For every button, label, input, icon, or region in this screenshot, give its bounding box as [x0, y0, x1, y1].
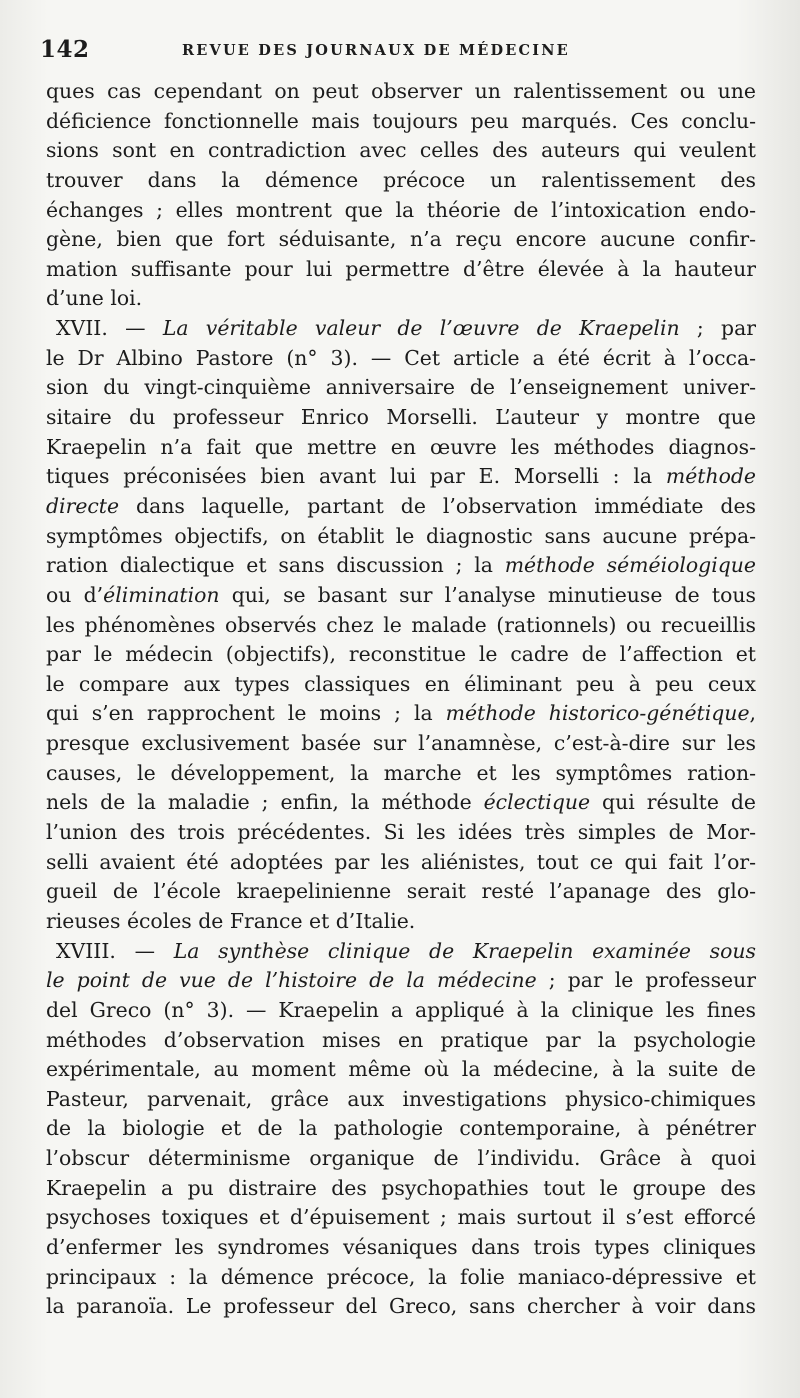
text-line	[46, 877, 756, 907]
text-line	[46, 670, 756, 700]
text-line	[46, 611, 756, 641]
text-segment: presque exclusivement basée sur l’anamnèse, c’est-à-dire sur les	[46, 731, 756, 756]
italic-segment: La synthèse clinique de Kraepelin examinée sous	[173, 938, 756, 963]
text-segment: échanges ; elles montrent que la théorie de l’intoxication endo-	[46, 197, 756, 222]
text-line	[46, 1263, 756, 1293]
text-segment: qui s’en rapprochent le moins ; la	[46, 701, 446, 726]
text-line	[46, 640, 756, 670]
text-line	[46, 403, 756, 433]
text-line	[46, 848, 756, 878]
text-segment: ; par	[679, 316, 756, 341]
text-line	[46, 907, 756, 937]
running-head: REVUE DES JOURNAUX DE MÉDECINE	[182, 42, 570, 59]
text-segment: trouver dans la démence précoce un ralentissement des	[46, 167, 756, 192]
text-segment: Kraepelin n’a fait que mettre en œuvre les méthodes diagnos-	[46, 434, 756, 459]
text-segment: ,	[749, 701, 756, 726]
text-segment: l’union des trois précédentes. Si les idées très simples de Mor-	[46, 820, 756, 845]
text-line	[46, 1174, 756, 1204]
text-line	[46, 1144, 756, 1174]
text-segment: ration dialectique et sans discussion ; la	[46, 553, 505, 578]
text-line	[46, 1114, 756, 1144]
text-segment: ou d’	[46, 582, 104, 607]
text-line	[46, 136, 756, 166]
text-segment: psychoses toxiques et d’épuisement ; mais surtout il s’est efforcé	[46, 1205, 756, 1230]
text-line	[46, 1292, 756, 1322]
italic-segment: méthode	[665, 464, 756, 489]
text-line	[46, 1203, 756, 1233]
text-segment: causes, le développement, la marche et les symptômes ration-	[46, 760, 756, 785]
text-line	[46, 196, 756, 226]
text-line	[46, 966, 756, 996]
text-line	[46, 1026, 756, 1056]
text-segment: Kraepelin a pu distraire des psychopathies tout le groupe des	[46, 1175, 756, 1200]
text-line	[46, 996, 756, 1026]
text-line	[46, 937, 756, 967]
text-segment: gène, bien que fort séduisante, n’a reçu encore aucune confir-	[46, 227, 756, 252]
text-line	[46, 788, 756, 818]
page-number: 142	[40, 36, 90, 63]
text-segment: ques cas cependant on peut observer un ralentissement ou une	[46, 79, 756, 103]
text-segment: gueil de l’école kraepelinienne serait resté l’apanage des glo-	[46, 879, 756, 904]
text-segment: ; par le professeur	[536, 968, 756, 993]
text-segment: l’obscur déterminisme organique de l’individu. Grâce à quoi	[46, 1146, 756, 1171]
italic-segment: le point de vue de l’histoire de la médecine	[46, 968, 537, 993]
text-segment: d’enfermer les syndromes vésaniques dans trois types cliniques	[46, 1234, 756, 1259]
text-segment: tiques préconisées bien avant lui par E. Morselli : la	[46, 464, 666, 489]
italic-segment: La véritable valeur de l’œuvre de Kraepelin	[162, 316, 680, 341]
text-segment: sion du vingt-cinquième anniversaire de l’enseignement univer-	[46, 375, 756, 400]
text-line	[46, 492, 756, 522]
text-segment: XVIII. —	[56, 938, 174, 963]
text-segment: selli avaient été adoptées par les aliénistes, tout ce qui fait l’or-	[46, 849, 756, 874]
text-segment: de la biologie et de la pathologie contemporaine, à pénétrer	[46, 1116, 756, 1141]
text-line	[46, 1085, 756, 1115]
text-line	[46, 107, 756, 137]
text-line	[46, 818, 756, 848]
text-line	[46, 255, 756, 285]
text-line	[46, 166, 756, 196]
text-line	[46, 373, 756, 403]
text-line	[46, 522, 756, 552]
text-segment: qui résulte de	[590, 790, 756, 815]
text-segment: d’une loi.	[46, 286, 143, 311]
text-segment: les phénomènes observés chez le malade (rationnels) ou recueillis	[46, 612, 756, 637]
text-segment: expérimentale, au moment même où la médecine, à la suite de	[46, 1057, 756, 1082]
text-line	[46, 581, 756, 611]
text-line	[46, 462, 756, 492]
text-line	[46, 1233, 756, 1263]
text-segment: qui, se basant sur l’analyse minutieuse de tous	[219, 582, 756, 607]
text-segment: principaux : la démence précoce, la folie maniaco-dépressive et	[46, 1264, 756, 1289]
text-segment: del Greco (n° 3). — Kraepelin a appliqué à la clinique les fines	[46, 997, 756, 1022]
text-segment: symptômes objectifs, on établit le diagnostic sans aucune prépa-	[46, 523, 756, 548]
text-segment: sitaire du professeur Enrico Morselli. L’auteur y montre que	[46, 405, 756, 430]
page-header	[40, 36, 740, 66]
text-segment: rieuses écoles de France et d’Italie.	[46, 908, 416, 933]
italic-segment: élimination	[103, 582, 220, 607]
text-segment: déficience fonctionnelle mais toujours peu marqués. Ces conclu-	[46, 108, 756, 133]
text-segment: par le médecin (objectifs), reconstitue le cadre de l’affection et	[46, 642, 756, 667]
text-line	[46, 284, 756, 314]
text-segment: méthodes d’observation mises en pratique par la psychologie	[46, 1027, 756, 1052]
text-line	[46, 344, 756, 374]
text-segment: Pasteur, parvenait, grâce aux investigations physico-chimiques	[46, 1086, 756, 1111]
text-segment: nels de la maladie ; enfin, la méthode	[46, 790, 484, 815]
text-line	[46, 433, 756, 463]
text-segment: XVII. —	[56, 316, 163, 341]
text-segment: mation suffisante pour lui permettre d’être élevée à la hauteur	[46, 256, 756, 281]
text-segment: le compare aux types classiques en éliminant peu à peu ceux	[46, 671, 756, 696]
italic-segment: méthode séméiologique	[504, 553, 756, 578]
text-line	[46, 225, 756, 255]
text-line	[46, 729, 756, 759]
body-text	[46, 77, 756, 1322]
text-segment: la paranoïa. Le professeur del Greco, sans chercher à voir dans	[46, 1294, 756, 1319]
text-line	[46, 77, 756, 107]
text-line	[46, 314, 756, 344]
text-line	[46, 699, 756, 729]
text-segment: le Dr Albino Pastore (n° 3). — Cet article a été écrit à l’occa-	[46, 345, 756, 370]
italic-segment: éclectique	[483, 790, 591, 815]
text-line	[46, 551, 756, 581]
italic-segment: directe	[46, 493, 120, 518]
text-segment: dans laquelle, partant de l’observation immédiate des	[119, 493, 756, 518]
text-segment: sions sont en contradiction avec celles des auteurs qui veulent	[46, 138, 756, 163]
italic-segment: méthode historico-génétique	[445, 701, 750, 726]
text-line	[46, 1055, 756, 1085]
text-line	[46, 759, 756, 789]
